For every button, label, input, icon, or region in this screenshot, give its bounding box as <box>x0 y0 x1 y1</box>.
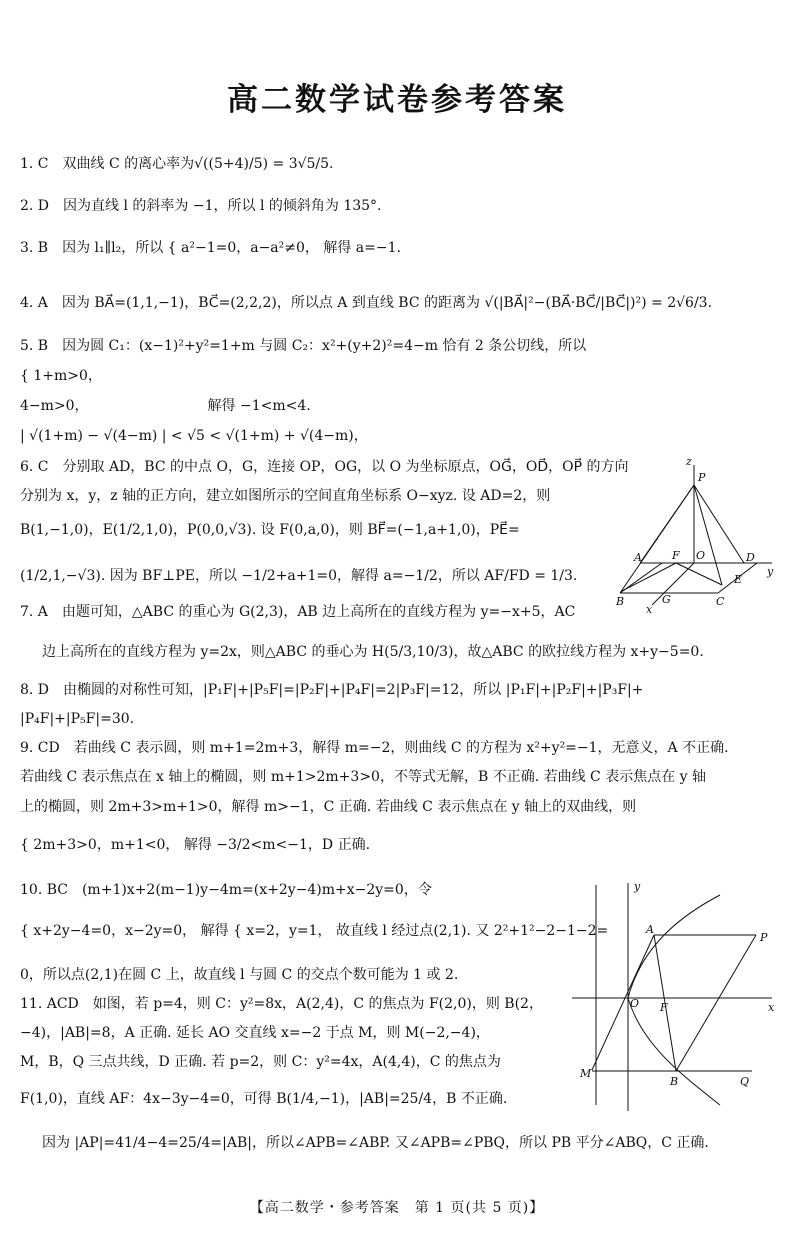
answer-line: −4)，|AB|=8，A 正确. 延长 AO 交直线 x=−2 于点 M，则 M(−2,−4)， <box>20 1025 490 1041</box>
answer-line: (1/2,1,−√3). 因为 BF⊥PE，所以 −1/2+a+1=0，解得 a=−1/2，所以 AF/FD = 1/3. <box>20 568 578 584</box>
answer-line: 4−m>0， 解得 −1<m<4. <box>20 398 311 414</box>
answer-line: 若曲线 C 表示焦点在 x 轴上的椭圆，则 m+1>2m+3>0，不等式无解，B 不正确. 若曲线 C 表示焦点在 y 轴 <box>20 769 707 785</box>
pyramid-figure <box>612 455 782 615</box>
label-B: B <box>616 595 625 608</box>
label-C: C <box>716 595 725 608</box>
label-M: M <box>580 1067 592 1080</box>
answer-line: 8. D 由椭圆的对称性可知，|P₁F|+|P₅F|=|P₂F|+|P₄F|=2|P₃F|=12，所以 |P₁F|+|P₂F|+|P₃F|+ <box>20 682 644 698</box>
answer-line: { 1+m>0， <box>20 368 102 384</box>
answer-line: F(1,0)，直线 AF：4x−3y−4=0，可得 B(1/4,−1)，|AB|=25/4，B 不正确. <box>20 1091 508 1107</box>
answer-line: M，B，Q 三点共线，D 正确. 若 p=2，则 C：y²=4x，A(4,4)，C 的焦点为 <box>20 1054 501 1070</box>
label-O: O <box>630 997 640 1010</box>
answer-line: 分别为 x，y，z 轴的正方向，建立如图所示的空间直角坐标系 O−xyz. 设 AD=2，则 <box>20 488 551 504</box>
label-F: F <box>672 549 680 562</box>
label-O: O <box>696 549 706 562</box>
label-A: A <box>646 923 654 936</box>
answer-line: { 2m+3>0，m+1<0， 解得 −3/2<m<−1，D 正确. <box>20 837 371 853</box>
label-D: D <box>746 551 755 564</box>
answer-line: { x+2y−4=0，x−2y=0， 解得 { x=2，y=1， 故直线 l 经过点(2,1). 又 2²+1²−2−1−2= <box>20 923 609 939</box>
answer-line: 6. C 分别取 AD，BC 的中点 O，G，连接 OP，OG，以 O 为坐标原点，OG⃗，OD⃗，OP⃗ 的方向 <box>20 459 629 475</box>
label-B: B <box>670 1075 679 1088</box>
answer-line: B(1,−1,0)，E(1/2,1,0)，P(0,0,√3). 设 F(0,a,0)，则 BF⃗=(−1,a+1,0)，PE⃗= <box>20 522 520 538</box>
answer-line: 边上高所在的直线方程为 y=2x，则△ABC 的垂心为 H(5/3,10/3)，故△ABC 的欧拉线方程为 x+y−5=0. <box>42 644 704 660</box>
answer-line: 因为 |AP|=41/4−4=25/4=|AB|，所以∠APB=∠ABP. 又∠APB=∠PBQ，所以 PB 平分∠ABQ，C 正确. <box>42 1135 709 1151</box>
label-F: F <box>660 1001 668 1014</box>
page-footer: 【高二数学・参考答案 第 1 页(共 5 页)】 <box>249 1200 545 1216</box>
label-G: G <box>662 593 671 606</box>
answer-line: 0，所以点(2,1)在圆 C 上，故直线 l 与圆 C 的交点个数可能为 1 或 2. <box>20 967 459 983</box>
label-P: P <box>760 931 768 944</box>
label-P: P <box>698 471 706 484</box>
answer-line: 9. CD 若曲线 C 表示圆，则 m+1=2m+3，解得 m=−2，则曲线 C 的方程为 x²+y²=−1，无意义，A 不正确. <box>20 740 729 756</box>
label-y: y <box>634 880 641 893</box>
parabola-figure <box>572 875 780 1113</box>
answer-line: 4. A 因为 BA⃗=(1,1,−1)，BC⃗=(2,2,2)，所以点 A 到直线 BC 的距离为 √(|BA⃗|²−(BA⃗·BC⃗/|BC⃗|)²) = 2√6/3. <box>20 295 713 311</box>
answer-line: 上的椭圆，则 2m+3>m+1>0，解得 m>−1，C 正确. 若曲线 C 表示焦点在 y 轴上的双曲线，则 <box>20 799 637 815</box>
answer-line: 10. BC (m+1)x+2(m−1)y−4m=(x+2y−4)m+x−2y=0，令 <box>20 882 432 898</box>
answer-line: 1. C 双曲线 C 的离心率为√((5+4)/5) = 3√5/5. <box>20 156 334 172</box>
answer-line: | √(1+m) − √(4−m) | < √5 < √(1+m) + √(4−m)， <box>20 428 368 444</box>
answer-line: 11. ACD 如图，若 p=4，则 C：y²=8x，A(2,4)，C 的焦点为 F(2,0)，则 B(2， <box>20 996 543 1012</box>
label-Q: Q <box>740 1075 750 1088</box>
label-A: A <box>634 551 642 564</box>
label-x: x <box>646 603 653 615</box>
answer-line: 3. B 因为 l₁∥l₂，所以 { a²−1=0，a−a²≠0， 解得 a=−1. <box>20 240 401 256</box>
answer-line: 7. A 由题可知，△ABC 的重心为 G(2,3)，AB 边上高所在的直线方程为 y=−x+5，AC <box>20 604 576 620</box>
label-z: z <box>686 455 692 468</box>
page-title: 高二数学试卷参考答案 <box>227 82 567 118</box>
answer-line: |P₄F|+|P₅F|=30. <box>20 711 135 727</box>
answer-line: 5. B 因为圆 C₁：(x−1)²+y²=1+m 与圆 C₂：x²+(y+2)²=4−m 恰有 2 条公切线，所以 <box>20 338 587 354</box>
answer-line: 2. D 因为直线 l 的斜率为 −1，所以 l 的倾斜角为 135°. <box>20 198 382 214</box>
label-E: E <box>734 573 743 586</box>
label-y: y <box>767 565 774 578</box>
label-x: x <box>768 1001 775 1014</box>
